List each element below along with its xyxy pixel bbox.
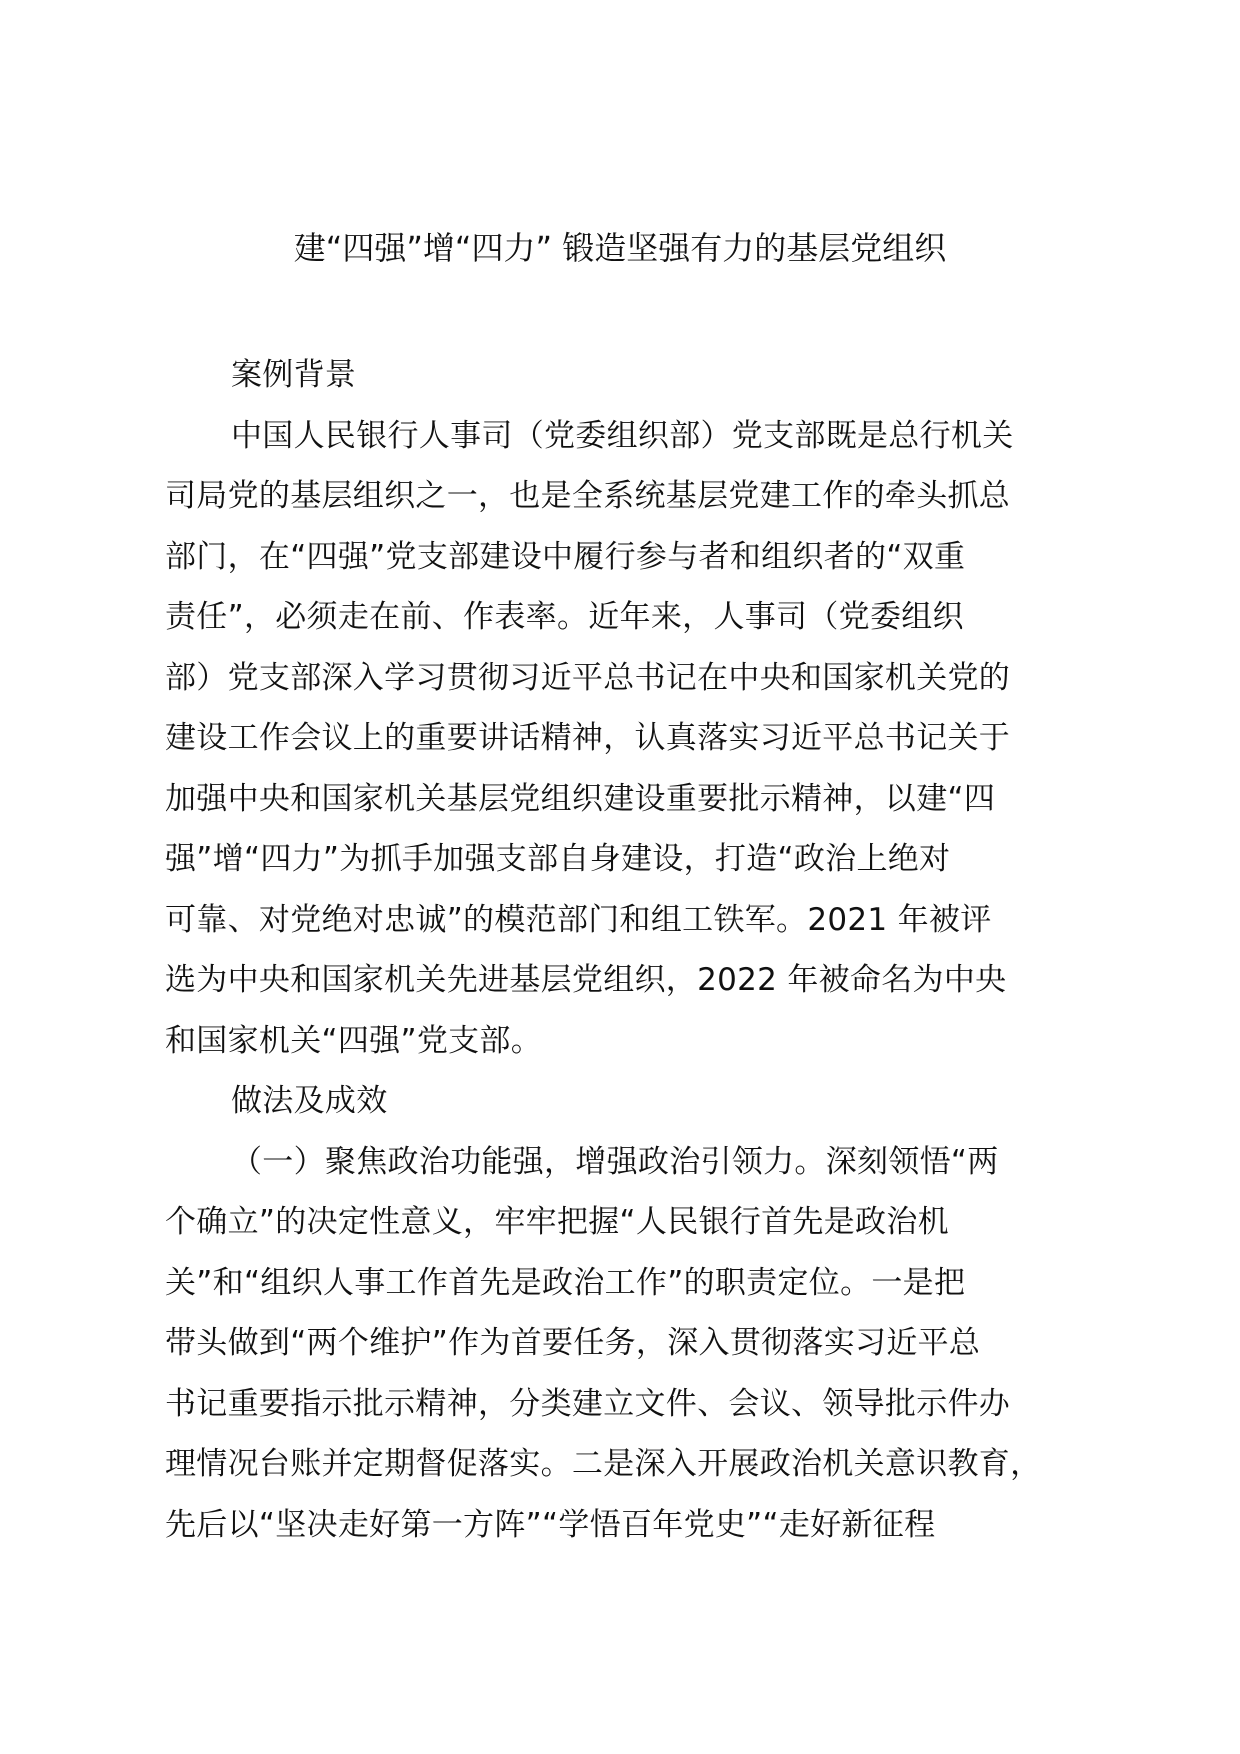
paragraph-line: 关”和“组织人事工作首先是政治工作”的职责定位。一是把: [165, 1264, 966, 1301]
paragraph-line: 建设工作会议上的重要讲话精神，认真落实习近平总书记关于: [165, 720, 1011, 756]
paragraph-line: 司局党的基层组织之一，也是全系统基层党建工作的牵头抓总: [165, 478, 1011, 514]
paragraph-line: 部）党支部深入学习贯彻习近平总书记在中央和国家机关党的: [165, 659, 1011, 696]
paragraph-line: 个确立”的决定性意义，牢牢把握“人民银行首先是政治机: [165, 1204, 949, 1240]
paragraph-line: 和国家机关“四强”党支部。: [165, 1022, 543, 1059]
paragraph-line: 强”增“四力”为抓手加强支部自身建设，打造“政治上绝对: [165, 841, 951, 877]
section-heading-practices: 做法及成效: [231, 1083, 388, 1119]
paragraph-line: 责任”，必须走在前、作表率。近年来，人事司（党委组织: [165, 599, 964, 635]
paragraph-line: 书记重要指示批示精神，分类建立文件、会议、领导批示件办: [165, 1385, 1011, 1422]
paragraph-line: 选为中央和国家机关先进基层党组织，2022 年被命名为中央: [165, 962, 1007, 998]
paragraph-line: 部门，在“四强”党支部建设中履行参与者和组织者的“双重: [165, 538, 966, 575]
paragraph-line: 中国人民银行人事司（党委组织部）党支部既是总行机关: [231, 417, 1014, 454]
paragraph-line: （一）聚焦政治功能强，增强政治引领力。深刻领悟“两: [231, 1143, 999, 1180]
document-title: 建“四强”增“四力” 锻造坚强有力的基层党组织: [293, 229, 947, 267]
paragraph-line: 可靠、对党绝对忠诚”的模范部门和组工铁军。2021 年被评: [165, 901, 992, 938]
paragraph-line: 加强中央和国家机关基层党组织建设重要批示精神，以建“四: [165, 780, 996, 817]
paragraph-line: 先后以“坚决走好第一方阵”“学悟百年党史”“走好新征程: [165, 1506, 936, 1543]
section-heading-background: 案例背景: [231, 357, 357, 393]
paragraph-line: 理情况台账并定期督促落实。二是深入开展政治机关意识教育，: [165, 1446, 1042, 1482]
paragraph-line: 带头做到“两个维护”作为首要任务，深入贯彻落实习近平总: [165, 1325, 981, 1361]
document-body: [165, 345, 1105, 1555]
